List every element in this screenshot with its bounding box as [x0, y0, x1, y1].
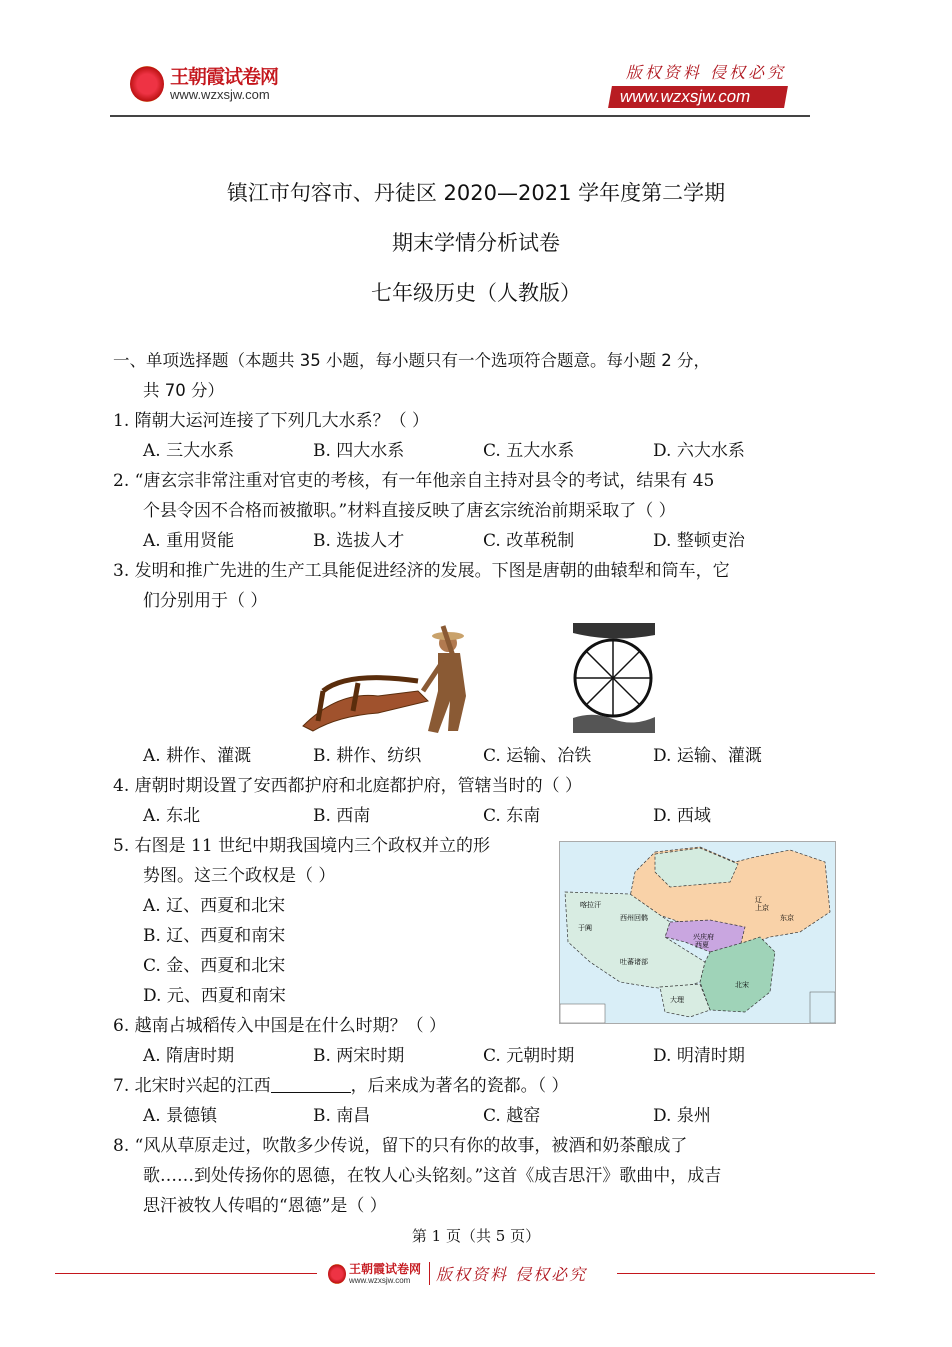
seal-icon [130, 66, 164, 102]
option: D. 运输、灌溉 [653, 746, 762, 766]
option: D. 西域 [653, 806, 711, 826]
exam-subtitle: 期末学情分析试卷 [392, 231, 560, 255]
brand-name: 王朝霞试卷网 [170, 66, 279, 88]
url-banner[interactable]: www.wzxsjw.com [608, 86, 788, 108]
options-4 [113, 801, 823, 831]
header-divider [110, 115, 810, 117]
option: A. 三大水系 [143, 441, 235, 461]
option: C. 金、西夏和北宋 [143, 956, 286, 976]
exam-title: 镇江市句容市、丹徒区 2020—2021 学年度第二学期 [226, 181, 726, 205]
question-2: 2. “唐玄宗非常注重对官吏的考核，有一年他亲自主持对县令的考试，结果有 45 [113, 471, 715, 491]
map-label: 东京 [780, 914, 794, 922]
option: B. 西南 [313, 806, 371, 826]
option: B. 两宋时期 [313, 1046, 405, 1066]
exam-grade: 七年级历史（人教版） [371, 281, 581, 305]
option: C. 五大水系 [483, 441, 575, 461]
question-8: 8. “风从草原走过，吹散多少传说，留下的只有你的故事，被酒和奶茶酿成了 [113, 1136, 688, 1156]
option: C. 运输、冶铁 [483, 746, 592, 766]
option: A. 重用贤能 [143, 531, 235, 551]
question-7: 7. 北宋时兴起的江西 ，后来成为著名的瓷都。（ ） [113, 1076, 569, 1096]
answer-blank [271, 1074, 351, 1093]
question-8-cont: 思汗被牧人传唱的“恩德”是（ ） [143, 1196, 387, 1216]
map-label: 兴庆府 [693, 933, 714, 941]
question-3: 3. 发明和推广先进的生产工具能促进经济的发展。下图是唐朝的曲辕犁和筒车，它 [113, 561, 730, 581]
question-body [113, 346, 823, 1221]
question-6: 6. 越南占城稻传入中国是在什么时期？（ ） [113, 1016, 447, 1036]
question-4: 4. 唐朝时期设置了安西都护府和北庭都护府，管辖当时的（ ） [113, 776, 583, 796]
footer [55, 1262, 875, 1286]
option: A. 东北 [143, 806, 201, 826]
option: C. 元朝时期 [483, 1046, 575, 1066]
options-1 [113, 436, 823, 466]
option: C. 东南 [483, 806, 541, 826]
site-logo[interactable] [130, 66, 278, 102]
option: B. 四大水系 [313, 441, 405, 461]
question-2-cont: 个县令因不合格而被撤职。”材料直接反映了唐玄宗统治前期采取了（ ） [143, 501, 676, 521]
section-heading: 一、单项选择题（本题共 35 小题，每小题只有一个选项符合题意。每小题 2 分， [113, 351, 710, 370]
option: B. 耕作、纺织 [313, 746, 422, 766]
map-label: 吐蕃诸部 [620, 958, 648, 966]
option: D. 泉州 [653, 1106, 711, 1126]
page-number: 第 1 页（共 5 页） [411, 1227, 541, 1245]
option: D. 明清时期 [653, 1046, 745, 1066]
question-3-cont: 们分别用于（ ） [143, 591, 268, 611]
map-label: 西州回鹘 [620, 914, 648, 922]
question-5: 5. 右图是 11 世纪中期我国境内三个政权并立的形 [113, 836, 491, 856]
footer-brand: 王朝霞试卷网 [349, 1261, 422, 1276]
options-7 [113, 1101, 823, 1131]
question-8-cont: 歌……到处传扬你的恩德，在牧人心头铭刻。”这首《成吉思汗》歌曲中，成吉 [143, 1166, 722, 1186]
map-label: 喀拉汗 [580, 901, 601, 909]
option: D. 整顿吏治 [653, 531, 745, 551]
map-label: 大理 [670, 996, 684, 1004]
option: A. 辽、西夏和北宋 [143, 896, 286, 916]
seal-icon [328, 1264, 346, 1284]
map-label: 北宋 [735, 981, 749, 989]
curved-plow-illustration [298, 621, 488, 736]
option: B. 南昌 [313, 1106, 371, 1126]
map-label: 辽 [755, 896, 762, 904]
option: B. 辽、西夏和南宋 [143, 926, 286, 946]
option: C. 越窑 [483, 1106, 541, 1126]
options-3 [113, 741, 823, 771]
copyright-slogan: 版权资料 侵权必究 [625, 63, 786, 82]
footer-slogan: 版权资料 侵权必究 [429, 1262, 587, 1285]
option: A. 景德镇 [143, 1106, 218, 1126]
map-label: 于阗 [578, 924, 592, 932]
section-heading-cont: 共 70 分） [143, 381, 224, 400]
question-5-cont: 势图。这三个政权是（ ） [143, 866, 336, 886]
map-label: 上京 [755, 904, 769, 912]
footer-rule [617, 1273, 875, 1274]
option: B. 选拔人才 [313, 531, 405, 551]
song-liao-xixia-map [559, 841, 836, 1024]
option: A. 隋唐时期 [143, 1046, 235, 1066]
question-1: 1. 隋朝大运河连接了下列几大水系？（ ） [113, 411, 430, 431]
option: A. 耕作、灌溉 [143, 746, 252, 766]
waterwheel-illustration [573, 623, 655, 733]
options-2 [113, 526, 823, 556]
footer-url[interactable]: www.wzxsjw.com [349, 1275, 411, 1285]
footer-rule [55, 1273, 317, 1274]
options-6 [113, 1041, 823, 1071]
option: C. 改革税制 [483, 531, 575, 551]
option: D. 元、西夏和南宋 [143, 986, 286, 1006]
map-label: 西夏 [695, 941, 709, 949]
option: D. 六大水系 [653, 441, 745, 461]
brand-url: www.wzxsjw.com [170, 87, 270, 102]
